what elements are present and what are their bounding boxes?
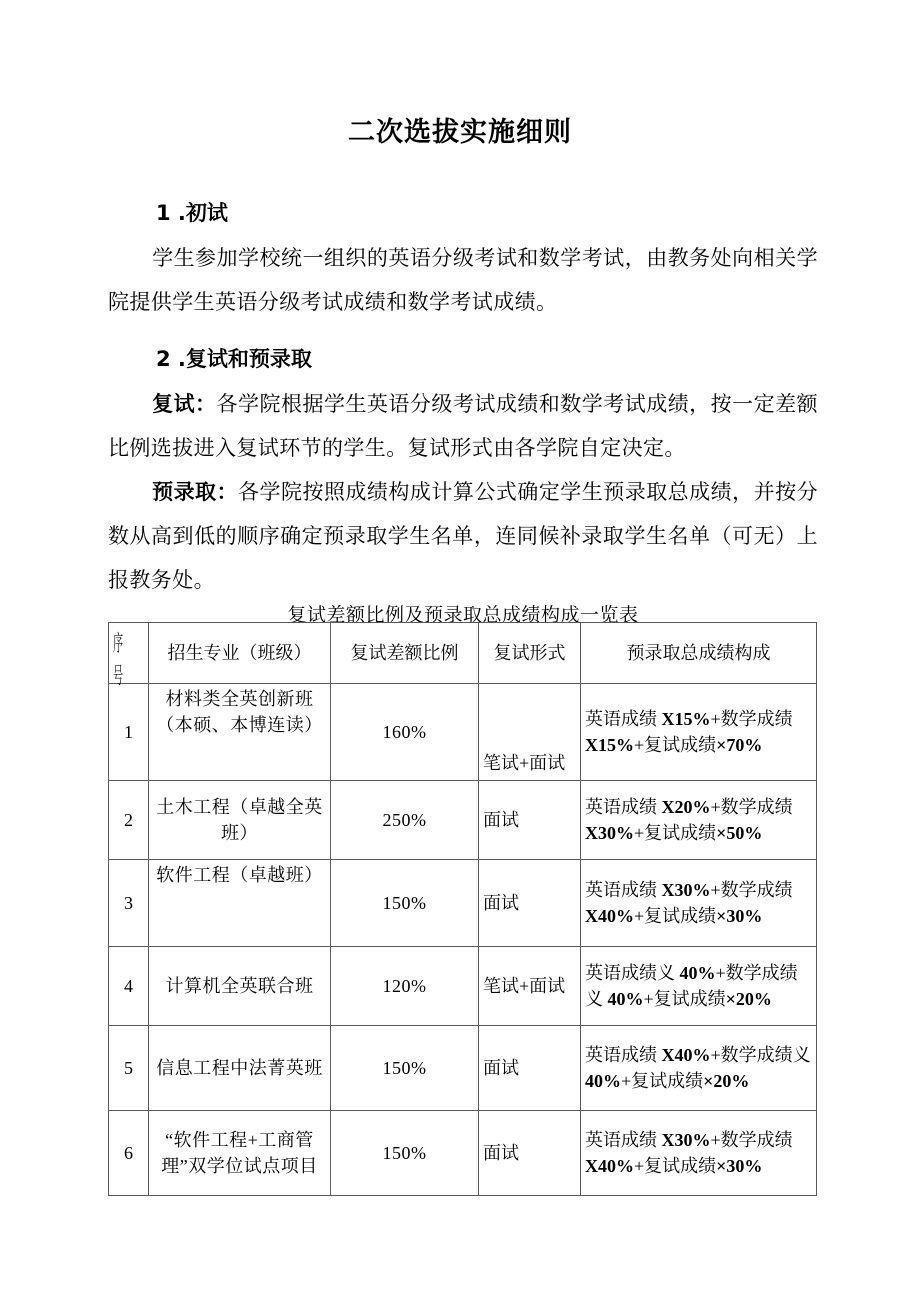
calc-part: +复试成绩 [621,1071,704,1091]
section-heading-2: 2 .复试和预录取 [156,347,312,371]
calc-part: +数学成绩 [710,797,793,817]
calc-weight: ×30% [716,906,763,926]
calc-weight: X30% [661,880,711,900]
table-caption: 复试差额比例及预录取总成绩构成一览表 [287,605,639,626]
row-calc [581,684,817,781]
row-calc [581,947,817,1026]
section-paragraph-2b-text: 各学院按照成绩构成计算公式确定学生预录取总成绩，并按分数从高到低的顺序确定预录取学生名单，连同候补录取学生名单（可无）上报教务处。 [108,480,818,592]
row-form: 面试 [479,1111,581,1196]
calc-weight: ×30% [716,1156,763,1176]
section-paragraph-2b [108,470,818,602]
calc-weight: X15% [661,709,711,729]
table-row [109,684,817,781]
row-number: 2 [109,781,149,860]
calc-weight: X30% [661,1130,711,1150]
row-calc [581,781,817,860]
row-ratio: 160% [331,684,479,781]
calc-weight: 40% [607,989,644,1009]
calc-weight: X30% [585,823,634,843]
row-ratio: 120% [331,947,479,1026]
row-program: 土木工程（卓越全英班） [149,781,331,860]
section-paragraph-2a-text: 各学院根据学生英语分级考试成绩和数学考试成绩，按一定差额比例选拔进入复试环节的学生。复试形式由各学院自定决定。 [108,392,819,460]
calc-part: 英语成绩 [585,1045,662,1065]
row-program: “软件工程+工商管理”双学位试点项目 [149,1111,331,1196]
calc-weight: ×20% [725,989,772,1009]
calc-part: +复试成绩 [634,735,717,755]
table-header-calc: 预录取总成绩构成 [581,623,817,684]
row-form: 面试 [479,860,581,947]
admissions-table [108,622,817,1196]
table-row [109,781,817,860]
calc-part: +复试成绩 [634,823,717,843]
page-title: 二次选拔实施细则 [348,117,572,148]
table-header-corner [109,623,149,689]
admissions-table-wrapper [108,622,816,1196]
row-number: 3 [109,860,149,947]
calc-part: +数学成绩义 [585,963,798,1009]
row-program: 计算机全英联合班 [149,947,331,1026]
row-program: 材料类全英创新班（本硕、本博连读） [149,684,331,781]
calc-part: +复试成绩 [634,1156,717,1176]
row-ratio: 250% [331,781,479,860]
calc-part: +复试成绩 [634,906,717,926]
row-calc [581,860,817,947]
calc-weight: ×50% [716,823,763,843]
calc-weight: 40% [679,963,716,983]
calc-weight: X20% [661,797,711,817]
row-number: 1 [109,684,149,781]
calc-part: +数学成绩 [710,709,793,729]
row-program: 信息工程中法菁英班 [149,1026,331,1111]
calc-weight: ×70% [716,735,763,755]
calc-part: 英语成绩义 [585,963,680,983]
calc-part: 英语成绩 [585,797,662,817]
table-header-corner-label: 序号 [113,630,123,689]
paragraph-lead-fushi: 复试： [152,392,217,416]
row-ratio: 150% [331,1026,479,1111]
calc-part: 英语成绩 [585,880,662,900]
section-heading-1: 1 .初试 [156,201,228,225]
calc-part: +数学成绩 [710,880,793,900]
calc-part: +数学成绩 [710,1130,793,1150]
row-form: 笔试+面试 [479,684,581,781]
row-form: 面试 [479,1026,581,1111]
section-paragraph-1 [108,236,818,324]
paragraph-lead-yuluqu: 预录取： [152,480,239,504]
section-paragraph-2a [108,382,818,470]
table-row [109,860,817,947]
row-calc [581,1111,817,1196]
calc-weight: ×20% [703,1071,750,1091]
table-header-ratio: 复试差额比例 [331,623,479,684]
table-row [109,947,817,1026]
calc-weight: X15% [585,735,634,755]
calc-part: 英语成绩 [585,1130,662,1150]
calc-weight: X40% [585,1156,634,1176]
table-header-form: 复试形式 [479,623,581,684]
row-program: 软件工程（卓越班） [149,860,331,947]
table-header-row [109,623,817,684]
table-header-program: 招生专业（班级） [149,623,331,684]
row-form: 面试 [479,781,581,860]
row-calc [581,1026,817,1111]
calc-weight: X40% [585,906,634,926]
row-form: 笔试+面试 [479,947,581,1026]
row-ratio: 150% [331,1111,479,1196]
section-paragraph-1-text: 学生参加学校统一组织的英语分级考试和数学考试，由教务处向相关学院提供学生英语分级考试成绩和数学考试成绩。 [108,246,818,314]
row-number: 4 [109,947,149,1026]
row-ratio: 150% [331,860,479,947]
calc-part: +复试成绩 [643,989,726,1009]
calc-weight: X40% [661,1045,711,1065]
row-number: 6 [109,1111,149,1196]
table-row [109,1026,817,1111]
calc-weight: 40% [585,1071,621,1091]
row-number: 5 [109,1026,149,1111]
calc-part: +数学成绩义 [710,1045,811,1065]
document-body [108,196,818,602]
calc-part: 英语成绩 [585,709,662,729]
table-row [109,1111,817,1196]
